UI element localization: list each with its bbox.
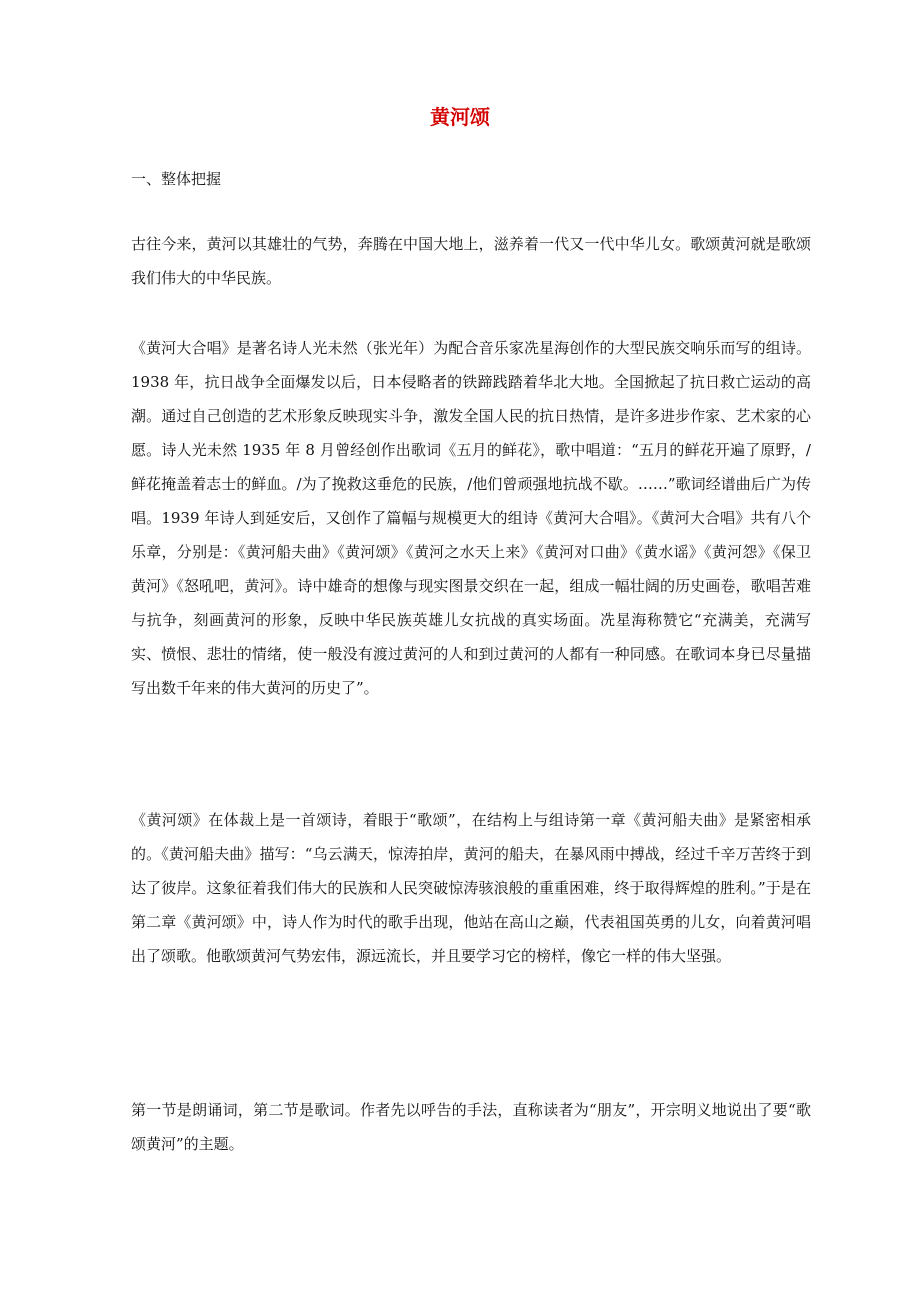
paragraph-1: 古往今来，黄河以其雄壮的气势，奔腾在中国大地上，滋养着一代又一代中华儿女。歌颂黄河就是歌颂我们伟大的中华民族。 [131, 235, 811, 287]
paragraph-2: 《黄河大合唱》是著名诗人光未然（张光年）为配合音乐家冼星海创作的大型民族交响乐而写的组诗。1938 年，抗日战争全面爆发以后，日本侵略者的铁蹄践踏着华北大地。全国掀起了抗日救亡运动的高潮。通过自己创造的艺术形象反映现实斗争，激发全国人民的抗日热情，是许多进步作家、艺术家的心愿。诗人光未然 1935 年 8 月曾经创作出歌词《五月的鲜花》，歌中唱道：“五月的鲜花开遍了原野，/鲜花掩盖着志士的鲜血。/为了挽救这垂危的民族，/他们曾顽强地抗战不歇。……”歌词经谱曲后广为传唱。1939 年诗人到延安后，又创作了篇幅与规模更大的组诗《黄河大合唱》。《黄河大合唱》共有八个乐章，分别是：《黄河船夫曲》《黄河颂》《黄河之水天上来》《黄河对口曲》《黄水谣》《黄河怨》《保卫黄河》《怒吼吧，黄河》。诗中雄奇的想像与现实图景交织在一起，组成一幅壮阔的历史画卷，歌唱苦难与抗争，刻画黄河的形象，反映中华民族英雄儿女抗战的真实场面。冼星海称赞它“充满美，充满写实、愤恨、悲壮的情绪，使一般没有渡过黄河的人和到过黄河的人都有一种同感。在歌词本身已尽量描写出数千年来的伟大黄河的历史了”。 [131, 339, 811, 697]
paragraph-4: 第一节是朗诵词，第二节是歌词。作者先以呼告的手法，直称读者为“朋友”，开宗明义地说出了要“歌颂黄河”的主题。 [131, 1101, 811, 1153]
paragraph-3: 《黄河颂》在体裁上是一首颂诗，着眼于“歌颂”，在结构上与组诗第一章《黄河船夫曲》是紧密相承的。《黄河船夫曲》描写：“乌云满天，惊涛拍岸，黄河的船夫，在暴风雨中搏战，经过千辛万苦终于到达了彼岸。这象征着我们伟大的民族和人民突破惊涛骇浪般的重重困难，终于取得辉煌的胜利。”于是在第二章《黄河颂》中，诗人作为时代的歌手出现，他站在高山之巅，代表祖国英勇的儿女，向着黄河唱出了颂歌。他歌颂黄河气势宏伟，源远流长，并且要学习它的榜样，像它一样的伟大坚强。 [131, 811, 811, 965]
section-heading: 一、整体把握 [131, 170, 222, 188]
page-title: 黄河颂 [430, 105, 490, 129]
